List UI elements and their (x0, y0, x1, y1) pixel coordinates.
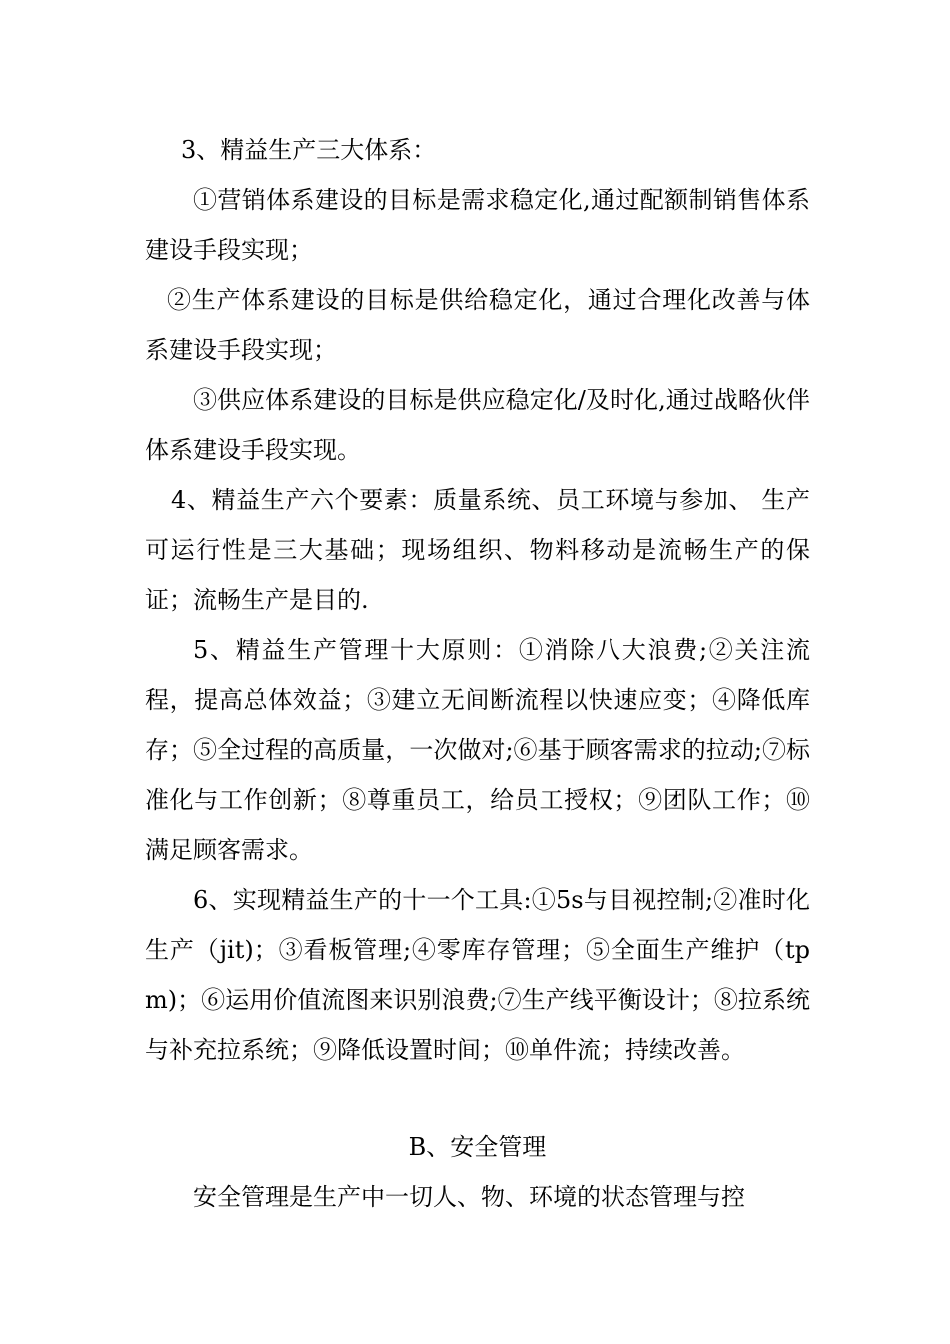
paragraph-marketing-system: ①营销体系建设的目标是需求稳定化,通过配额制销售体系建设手段实现； (145, 186, 810, 264)
paragraph-six-elements: 4、精益生产六个要素：质量系统、员工环境与参加、 生产可运行性是三大基础；现场组织、物料移动是流畅生产的保证；流畅生产是目的. (145, 486, 810, 614)
paragraph-ten-principles: 5、精益生产管理十大原则：①消除八大浪费;②关注流程，提高总体效益；③建立无间断流程以快速应变；④降低库存；⑤全过程的高质量，一次做对;⑥基于顾客需求的拉动;⑦标准化与工作创新；⑧尊重员工，给员工授权；⑨团队工作；⑩满足顾客需求。 (145, 636, 810, 864)
paragraph-lean-three-systems-heading: 3、精益生产三大体系： (181, 136, 437, 164)
section-heading-safety-management: B、安全管理 (408, 1133, 547, 1161)
paragraph-supply-system: ③供应体系建设的目标是供应稳定化/及时化,通过战略伙伴体系建设手段实现。 (145, 386, 810, 464)
paragraph-eleven-tools: 6、实现精益生产的十一个工具:①5s与目视控制;②准时化生产（jit)；③看板管理;④零库存管理；⑤全面生产维护（tpm)；⑥运用价值流图来识别浪费;⑦生产线平衡设计；⑧拉系统与补充拉系统；⑨降低设置时间；⑩单件流；持续改善。 (145, 886, 810, 1064)
paragraph-production-system: ②生产体系建设的目标是供给稳定化，通过合理化改善与体系建设手段实现； (145, 286, 810, 364)
paragraph-safety-management-intro: 安全管理是生产中一切人、物、环境的状态管理与控 (193, 1183, 745, 1211)
